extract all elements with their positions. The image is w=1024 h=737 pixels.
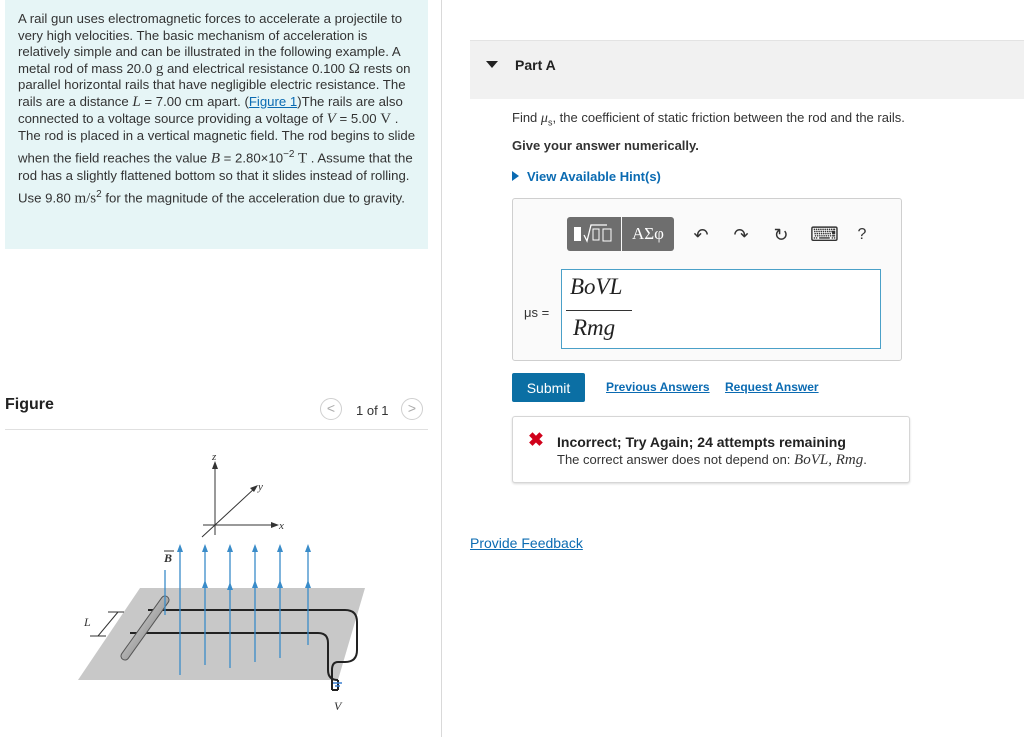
y-axis: [215, 488, 255, 525]
L-label: L: [84, 615, 91, 629]
y-axis-neg: [202, 525, 215, 537]
z-label: z: [212, 451, 217, 463]
figure-title: Figure: [5, 396, 54, 413]
problem-statement: [5, 0, 428, 249]
provide-feedback-link[interactable]: Provide Feedback: [470, 535, 583, 551]
incorrect-x-icon: ✖: [528, 430, 544, 451]
templates-icon: [567, 217, 621, 251]
answer-denominator[interactable]: Rmg: [573, 315, 616, 340]
greek-symbols-button[interactable]: ΑΣφ: [622, 217, 674, 251]
chevron-right-icon: >: [407, 400, 417, 416]
coordinate-axes: [202, 465, 275, 537]
y-label: y: [258, 481, 263, 493]
mu-s-label: μs =: [524, 305, 550, 320]
submit-button[interactable]: Submit: [512, 373, 585, 402]
figure-counter: 1 of 1: [356, 403, 389, 418]
x-arrowhead: [271, 522, 279, 528]
part-a-header[interactable]: [470, 40, 1024, 99]
answer-instruction: Give your answer numerically.: [512, 138, 699, 153]
collapse-arrow-icon[interactable]: [486, 61, 498, 68]
part-a-title: Part A: [515, 57, 556, 73]
view-hints-link[interactable]: View Available Hint(s): [512, 169, 661, 184]
reset-icon[interactable]: ↻: [773, 225, 789, 245]
undo-icon[interactable]: ↶: [693, 225, 709, 245]
B-field-label: B: [164, 551, 173, 565]
rail-gun-diagram: [70, 440, 370, 720]
fraction-bar: [566, 310, 632, 311]
prev-figure-button[interactable]: [320, 398, 342, 420]
keyboard-icon[interactable]: ⌨: [810, 224, 839, 246]
next-figure-button[interactable]: [401, 398, 423, 420]
math-toolbar: [567, 217, 674, 251]
question-text: Find $\mu_s$, the coefficient of static friction between the rod and the rails.: [512, 110, 905, 128]
figure-link[interactable]: Figure 1: [248, 93, 298, 109]
previous-answers-link[interactable]: Previous Answers: [606, 380, 710, 394]
field-arrowheads: [177, 544, 311, 590]
problem-paragraph-1: A rail gun uses electromagnetic forces to accelerate a projectile to very high velocities. The basic mechanism of acceleration is relatively simple and can be illustrated in the following example. A metal rod of mass 20.0 g and electrical resistance 0.100 Ω rests on parallel horizontal rails that have negligible electric resistance. The rails are a distance L = 7.00 cm apart. (Figure 1)The rails are also connected to a voltage source providing a voltage of V = 5.00 V .: [18, 11, 411, 127]
answer-numerator[interactable]: BoVL: [570, 274, 623, 299]
chevron-left-icon: <: [326, 400, 336, 416]
voltage-label: V: [334, 699, 342, 713]
feedback-detail: The correct answer does not depend on: BoVL, Rmg.: [557, 452, 867, 468]
figure-header-divider: [5, 429, 428, 430]
request-answer-link[interactable]: Request Answer: [725, 380, 819, 394]
redo-icon[interactable]: ↷: [733, 225, 749, 245]
help-icon[interactable]: ?: [857, 226, 867, 243]
problem-text: [18, 11, 423, 208]
x-label: x: [279, 520, 284, 532]
templates-button[interactable]: [567, 217, 621, 251]
expand-triangle-icon: [512, 171, 519, 181]
feedback-title: Incorrect; Try Again; 24 attempts remaining: [557, 434, 846, 450]
problem-paragraph-2: The rod is placed in a vertical magnetic field. The rod begins to slide when the field reaches the value $B = 2.80\times 10^{-2}$ T . Assume that the rod has a slightly flattened bottom so that it slides instead of rolling. Use 9.80 $m/s^2$ for the magnitude of the acceleration due to gravity.: [18, 128, 416, 207]
panel-divider: [441, 0, 442, 737]
